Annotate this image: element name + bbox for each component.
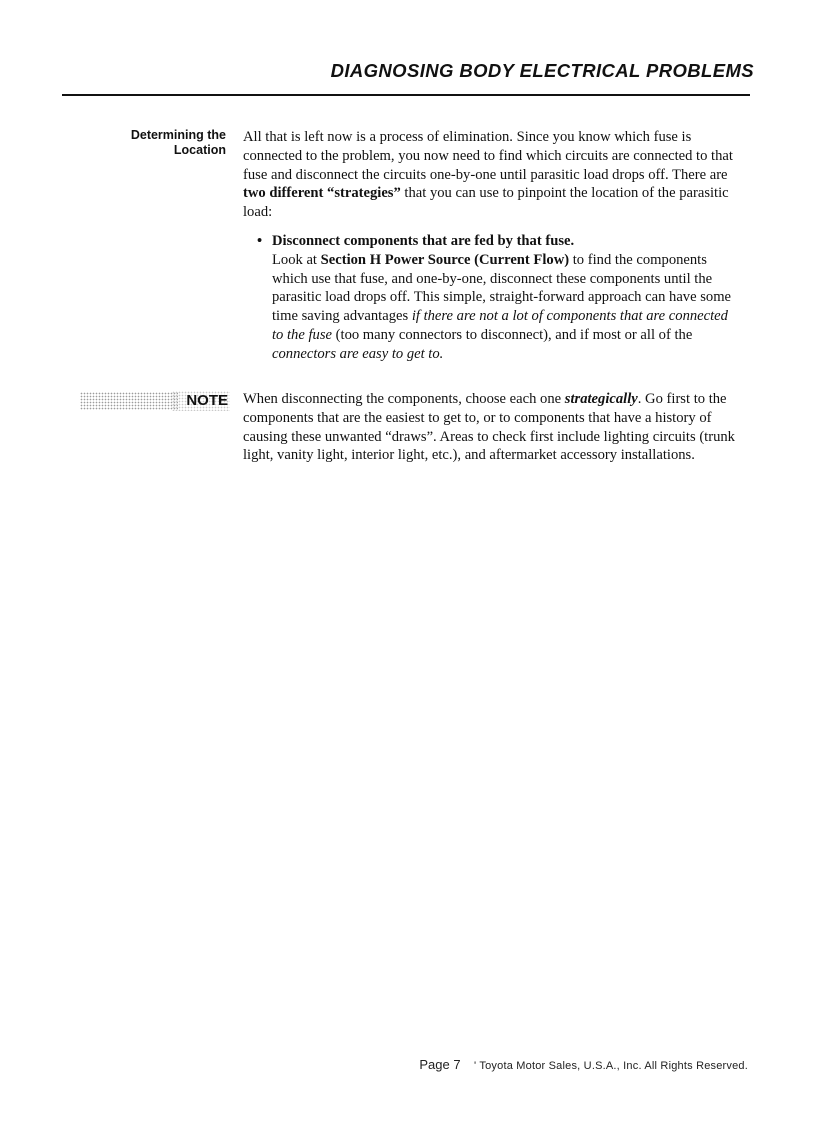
bullet-italic-condition-1: if there are not a lot of components that are connected to the fuse [272, 308, 728, 343]
section-side-heading [100, 128, 226, 158]
intro-text-b: that you can use to pinpoint the location of the parasitic load: [243, 185, 729, 221]
note-label: NOTE [172, 391, 230, 411]
side-heading-line-1: Determining the [130, 128, 226, 142]
note-text-b: . Go first to the components that are the easiest to get to, or to components that have a history of causing these unwanted “draws”. Areas to check first include lighting circuits (trunk light, vanity light, interior light, etc.), and aftermarket accessory installations. [243, 391, 735, 464]
note-dither-pattern [80, 392, 178, 410]
header-divider [62, 94, 750, 96]
bullet-title: Disconnect components that are fed by that fuse. [272, 233, 575, 249]
bullet-text-a: Look at [272, 251, 321, 268]
strategy-bullet-item [257, 232, 742, 364]
bullet-body [272, 251, 742, 364]
intro-text-a: All that is left now is a process of elimination. Since you know which fuse is connected to the problem, you now need to find which circuits are connected to that fuse and disconnect the circuits one-by-one until parasitic load drops off. There are [243, 129, 733, 183]
page-footer [419, 1057, 748, 1072]
intro-paragraph [243, 128, 743, 222]
bullet-marker: • [257, 233, 263, 249]
copyright-notice: ' Toyota Motor Sales, U.S.A., Inc. All Rights Reserved. [474, 1060, 748, 1072]
note-paragraph [243, 390, 743, 465]
intro-strategies-emphasis: two different “strategies” [243, 185, 401, 202]
note-text-a: When disconnecting the components, choose each one [243, 391, 565, 407]
side-heading-line-2: Location [173, 143, 226, 157]
bullet-text-b: to find the components which use that fuse, and one-by-one, disconnect these components until the parasitic load drops off. This simple, straight-forward approach can have some time saving advantages [272, 251, 732, 325]
note-strategically-emphasis: strategically [564, 391, 638, 407]
bullet-italic-condition-2: connectors are easy to get to. [272, 345, 444, 362]
bullet-text-c: (too many connectors to disconnect), and if most or all of the [332, 326, 693, 343]
page-header-title: DIAGNOSING BODY ELECTRICAL PROBLEMS [330, 60, 754, 81]
bullet-section-reference: Section H Power Source (Current Flow) [320, 251, 570, 268]
page-number: Page 7 [419, 1057, 461, 1072]
note-badge [80, 390, 230, 412]
